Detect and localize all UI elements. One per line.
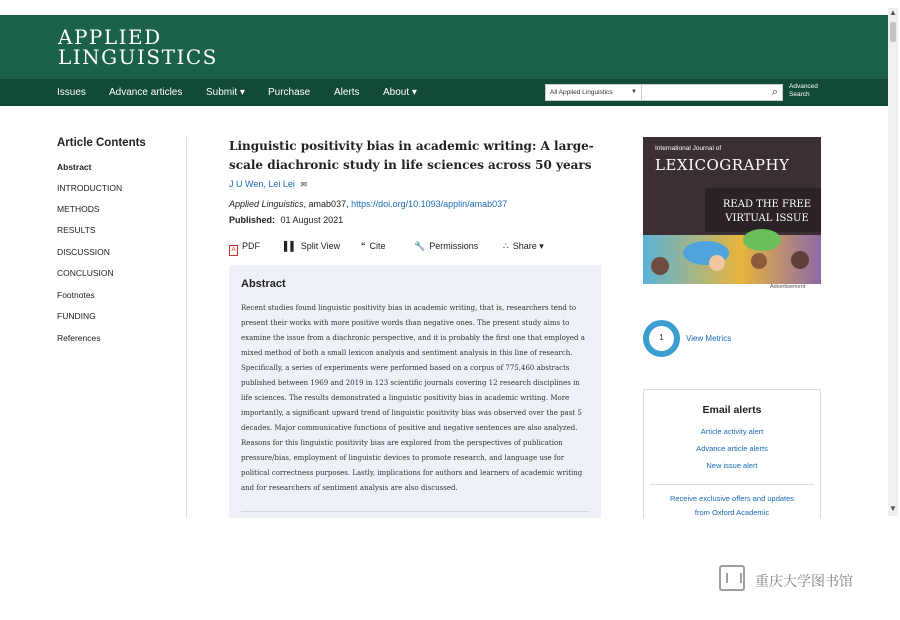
share-label: Share ▾ bbox=[512, 241, 544, 251]
article-contents-heading: Article Contents bbox=[57, 137, 146, 149]
advertisement-label: Advertisement bbox=[770, 284, 806, 290]
split-view-icon: ▌▌ bbox=[284, 241, 297, 251]
library-watermark bbox=[719, 565, 879, 593]
main-nav bbox=[0, 79, 888, 106]
nav-submit[interactable]: Submit ▾ bbox=[206, 87, 245, 98]
article-authors[interactable] bbox=[229, 179, 307, 189]
ad-journal-title: LEXICOGRAPHY bbox=[655, 156, 790, 174]
email-alerts-box bbox=[643, 389, 821, 518]
abstract-divider bbox=[241, 511, 589, 512]
metrics-count: 1 bbox=[659, 333, 664, 342]
contents-item-abstract[interactable]: Abstract bbox=[57, 162, 92, 172]
advanced-search-link[interactable] bbox=[789, 83, 829, 99]
article-id: , amab037, bbox=[303, 199, 352, 209]
new-issue-alert-link[interactable]: New issue alert bbox=[706, 461, 758, 470]
doi-link[interactable]: https://doi.org/10.1093/applin/amab037 bbox=[351, 199, 508, 209]
article-citation bbox=[229, 199, 507, 209]
permissions-label: Permissions bbox=[429, 241, 479, 251]
article-contents-nav bbox=[57, 137, 187, 518]
published-label: Published: bbox=[229, 215, 276, 225]
cite-label: Cite bbox=[369, 241, 386, 251]
article-activity-alert-link[interactable]: Article activity alert bbox=[700, 427, 764, 436]
quote-icon: “ bbox=[361, 241, 366, 251]
view-metrics-link[interactable]: View Metrics bbox=[686, 334, 732, 343]
scroll-up-icon[interactable]: ▲ bbox=[889, 8, 897, 17]
email-icon[interactable]: ✉ bbox=[300, 180, 308, 189]
permissions-button[interactable] bbox=[414, 241, 478, 252]
offers-link-line-2[interactable]: from Oxford Academic bbox=[694, 508, 770, 517]
search-input[interactable] bbox=[644, 86, 760, 99]
alerts-divider bbox=[650, 484, 814, 485]
view-metrics[interactable] bbox=[643, 320, 823, 358]
person-icon bbox=[751, 253, 767, 269]
published-line bbox=[229, 215, 343, 225]
contents-item-discussion[interactable]: DISCUSSION bbox=[57, 247, 110, 257]
contents-item-funding[interactable]: FUNDING bbox=[57, 311, 96, 321]
offers-link-line-1[interactable]: Receive exclusive offers and updates bbox=[669, 494, 795, 503]
nav-purchase[interactable]: Purchase bbox=[268, 87, 311, 98]
article-toolbar bbox=[229, 241, 604, 257]
advance-article-alerts-link[interactable]: Advance article alerts bbox=[696, 444, 768, 453]
scroll-down-icon[interactable]: ▼ bbox=[889, 504, 897, 513]
nav-about[interactable]: About ▾ bbox=[383, 87, 417, 98]
share-icon: ∴ bbox=[503, 241, 509, 251]
contents-item-conclusion[interactable]: CONCLUSION bbox=[57, 268, 114, 278]
published-date: 01 August 2021 bbox=[280, 215, 344, 225]
split-view-button[interactable] bbox=[284, 241, 340, 251]
speech-bubble-icon bbox=[743, 229, 781, 251]
email-alerts-heading: Email alerts bbox=[702, 404, 762, 416]
share-button[interactable] bbox=[503, 241, 544, 252]
nav-issues[interactable]: Issues bbox=[57, 87, 86, 98]
metrics-ring-icon bbox=[643, 320, 680, 357]
journal-logo[interactable] bbox=[58, 27, 218, 67]
article-main bbox=[229, 137, 604, 492]
abstract-section bbox=[229, 265, 601, 518]
logo-line-2: LINGUISTICS bbox=[58, 45, 218, 69]
contents-item-methods[interactable]: METHODS bbox=[57, 204, 100, 214]
ad-promo-text: READ THE FREE VIRTUAL ISSUE bbox=[722, 199, 812, 224]
contents-item-footnotes[interactable]: Footnotes bbox=[57, 290, 95, 300]
cite-button[interactable] bbox=[361, 241, 386, 251]
search-scope-select[interactable] bbox=[546, 85, 642, 100]
search-bar bbox=[545, 84, 783, 101]
ad-journal-small-title: International Journal of bbox=[655, 145, 722, 152]
contents-item-results[interactable]: RESULTS bbox=[57, 225, 96, 235]
scrollbar-thumb[interactable] bbox=[890, 22, 896, 42]
vertical-scrollbar[interactable] bbox=[888, 8, 898, 516]
nav-advance-articles[interactable]: Advance articles bbox=[109, 87, 183, 98]
advanced-search-label: Advanced Search bbox=[789, 83, 818, 98]
search-icon[interactable]: ⌕ bbox=[771, 86, 778, 98]
library-logo-icon bbox=[719, 565, 745, 591]
chevron-down-icon: ▼ bbox=[631, 89, 637, 95]
pdf-icon: A bbox=[229, 245, 238, 256]
journal-name: Applied Linguistics bbox=[229, 199, 304, 209]
masthead bbox=[0, 15, 888, 79]
ad-image-band bbox=[643, 235, 821, 284]
split-view-label: Split View bbox=[300, 241, 341, 251]
search-scope-value: All Applied Linguistics bbox=[550, 89, 613, 96]
abstract-heading: Abstract bbox=[241, 278, 286, 290]
nav-alerts[interactable]: Alerts bbox=[334, 87, 360, 98]
pdf-label: PDF bbox=[242, 241, 260, 251]
lexicography-advertisement[interactable] bbox=[643, 137, 821, 284]
watermark-text: 重庆大学图书馆 bbox=[755, 573, 853, 589]
article-title: Linguistic positivity bias in academic writing: A large-scale diachronic study in life sciences across 50 years bbox=[229, 139, 594, 172]
contents-item-introduction[interactable]: INTRODUCTION bbox=[57, 183, 123, 193]
logo-line-1: APPLIED bbox=[58, 25, 162, 49]
author-names[interactable]: J U Wen, Lei Lei bbox=[229, 179, 295, 189]
person-icon bbox=[709, 255, 725, 271]
abstract-text: Recent studies found linguistic positivity bias in academic writing, that is, researchers tend to present their works with more positive words than negative ones. The present study aims to examine the issue from a diachronic perspective, and it is probably the first one that employed a mixed method of both a small lexicon analysis and sentiment analysis in this line of research. Specifically, a series of experiments were performed based on a corpus of 775,460 abstracts published between 1969 and 2019 in 123 scientific journals covering 12 research disciplines in life sciences. The results demonstrated a linguistic positivity bias in academic writing. More importantly, a significant upward trend of linguistic positivity bias was observed over the past 5 decades. Major communicative functions of positive and negative sentences are also analyzed. Reasons for this linguistic positivity bias are explored from the perspectives of publication pressure/bias, employment of linguistic devices to promote research, and language use for political correctness purposes. Lastly, implications for authors and learners of academic writing and for researchers of sentiment analysis are also discussed. bbox=[241, 304, 585, 492]
person-icon bbox=[791, 251, 809, 269]
contents-item-references[interactable]: References bbox=[57, 333, 101, 343]
person-icon bbox=[651, 257, 669, 275]
pdf-button[interactable] bbox=[229, 241, 260, 256]
wrench-icon: 🔧 bbox=[414, 241, 426, 251]
